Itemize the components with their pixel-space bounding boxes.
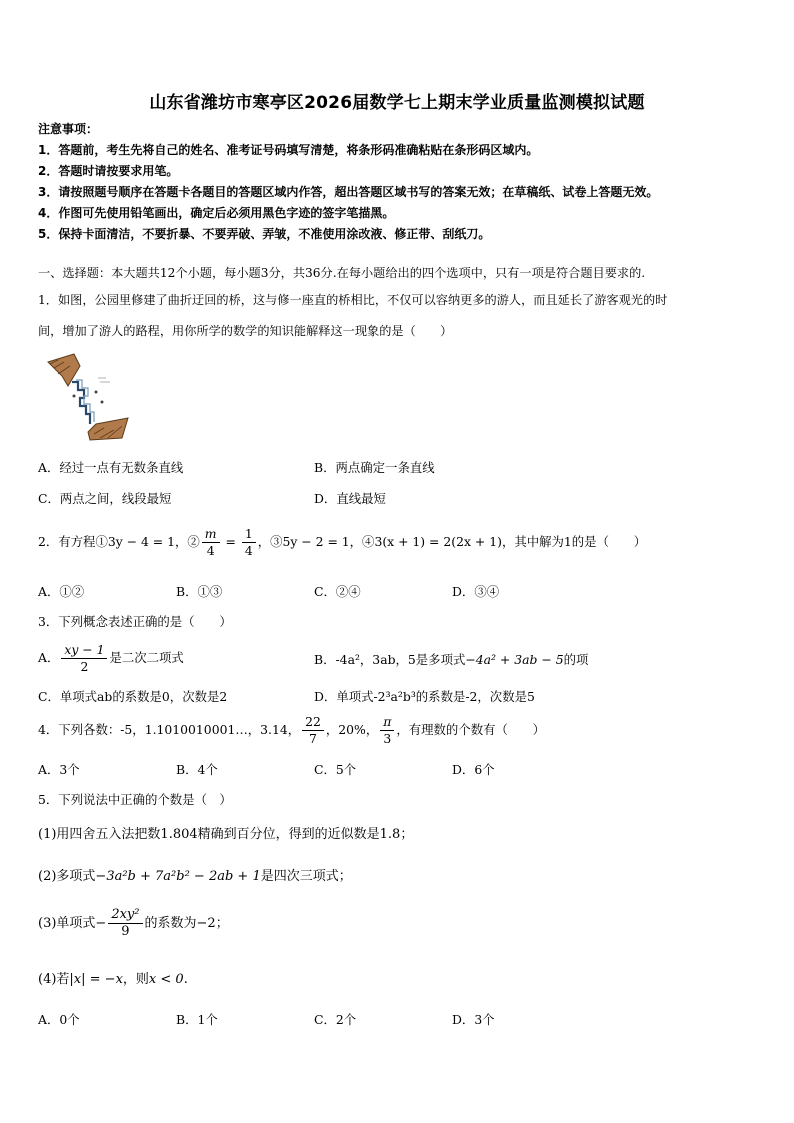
q5-statement-1 — [38, 826, 413, 844]
q2-eq2-equals: = — [221, 534, 240, 549]
q3-option-c[interactable]: C．单项式ab的系数是0，次数是2 — [38, 689, 228, 704]
q4-option-a[interactable]: A．3个 — [38, 762, 80, 777]
q2-eq2-right: $\frac{1}{4}$ — [242, 526, 256, 559]
q4-option-b[interactable]: B．4个 — [176, 762, 218, 777]
q2-suffix: ，其中解为1的是（ ） — [501, 534, 647, 549]
q3-b-text: B．-4a²，3ab，5是多项式 — [314, 652, 466, 667]
q4-fraction-22-7: $\frac{22}{7}$ — [302, 714, 324, 747]
q5-s1-approx: 1.8 — [379, 827, 401, 842]
q2-option-b[interactable]: B．①③ — [176, 584, 223, 599]
q1-option-c[interactable]: C．两点之间，线段最短 — [38, 491, 172, 506]
q5-option-b[interactable]: B．1个 — [176, 1012, 218, 1027]
q5-stem: 5．下列说法中正确的个数是（ ） — [38, 792, 232, 807]
q2-prefix: 2．有方程① — [38, 534, 108, 549]
q1-option-d[interactable]: D．直线最短 — [314, 491, 386, 506]
q2-option-a[interactable]: A．①② — [38, 584, 85, 599]
notice-item-5: 5．保持卡面清洁，不要折暴、不要弄破、弄皱，不准使用涂改液、修正带、刮纸刀。 — [38, 227, 491, 241]
q4-suffix: ，有理数的个数有（ ） — [396, 722, 546, 737]
q5-option-a[interactable]: A．0个 — [38, 1012, 80, 1027]
q1-option-b[interactable]: B．两点确定一条直线 — [314, 460, 435, 475]
q3-b-expr: −4a² + 3ab − 5 — [465, 652, 564, 667]
q5-s3-d: ； — [215, 916, 229, 931]
q2-option-d[interactable]: D．③④ — [452, 584, 500, 599]
q5-s4-c: ，则 — [122, 972, 149, 987]
q3-a-text: 是二次二项式 — [109, 650, 184, 665]
q5-option-c[interactable]: C．2个 — [314, 1012, 357, 1027]
q4-stem — [38, 712, 545, 748]
notice-item-2: 2．答题时请按要求用笔。 — [38, 164, 179, 178]
q5-s4-a: (4)若 — [38, 972, 70, 987]
notice-item-1: 1．答题前，考生先将自己的姓名、准考证号码填写清楚，将条形码准确粘贴在条形码区域内。 — [38, 143, 539, 157]
q3-b-suffix: 的项 — [563, 652, 589, 667]
q4-prefix: 4．下列各数：-5，1.1010010001…，3.14， — [38, 722, 301, 737]
page-title: 山东省潍坊市寒亭区2026届数学七上期末学业质量监测模拟试题 — [149, 93, 645, 113]
q5-s2-a: (2)多项式 — [38, 869, 96, 884]
q3-option-b[interactable] — [314, 650, 588, 668]
q5-statement-4 — [38, 971, 188, 989]
q5-s3-coef: −2 — [196, 916, 216, 931]
q5-s2-c: 是四次三项式； — [260, 869, 352, 884]
q2-eq4: 3(x + 1) = 2(2x + 1) — [374, 534, 502, 549]
q4-option-c[interactable]: C．5个 — [314, 762, 357, 777]
q5-statement-3 — [38, 906, 229, 942]
q2-option-c[interactable]: C．②④ — [314, 584, 361, 599]
q5-s1-c: 精确到百分位，得到的近似数是 — [197, 827, 380, 842]
q5-s1-e: ； — [400, 827, 414, 842]
q5-s3-b: 的系数为 — [144, 916, 197, 931]
notice-item-3: 3．请按照题号顺序在答题卡各题目的答题区域内作答，超出答题区域书写的答案无效；在草稿纸、试卷上答题无效。 — [38, 185, 659, 199]
zigzag-bridge-figure — [44, 352, 130, 442]
q5-s2-poly: −3a²b + 7a²b² − 2ab + 1 — [95, 869, 261, 884]
q4-option-d[interactable]: D．6个 — [452, 762, 495, 777]
q5-s1-a: (1)用四舍五入法把数 — [38, 827, 161, 842]
q5-s4-e: . — [183, 972, 188, 987]
q2-eq1: 3y − 4 = 1 — [107, 534, 176, 549]
notice-heading: 注意事项： — [38, 122, 99, 136]
q5-s3-a: (3)单项式 — [38, 916, 96, 931]
q2-eq2-left: $\frac{m}{4}$ — [202, 526, 220, 559]
q5-s3-minus: − — [95, 916, 107, 931]
q2-sep2: ，② — [175, 534, 200, 549]
q2-sep4: ，④ — [349, 534, 375, 549]
q5-s4-ineq: x < 0 — [148, 972, 184, 987]
q5-s4-abs: |x| = −x — [69, 972, 123, 987]
q4-mid: ，20%， — [325, 722, 379, 737]
q2-stem — [38, 524, 646, 560]
q5-statement-2 — [38, 868, 352, 886]
q5-option-d[interactable]: D．3个 — [452, 1012, 495, 1027]
q2-sep3: ，③ — [257, 534, 283, 549]
section-heading: 一、选择题：本大题共12个小题，每小题3分，共36分.在每小题给出的四个选项中，只有一项是符合题目要求的. — [38, 266, 646, 280]
q4-fraction-pi-3: $\frac{\pi}{3}$ — [380, 714, 394, 747]
q3-stem: 3．下列概念表述正确的是（ ） — [38, 614, 232, 629]
q2-eq3: 5y − 2 = 1 — [282, 534, 350, 549]
q3-a-fraction: $\frac{xy - 1}{2}$ — [61, 642, 107, 675]
notice-item-4: 4．作图可先使用铅笔画出，确定后必须用黑色字迹的签字笔描黑。 — [38, 206, 395, 220]
q3-option-d[interactable]: D．单项式-2³a²b³的系数是-2，次数是5 — [314, 689, 535, 704]
q1-option-a[interactable]: A．经过一点有无数条直线 — [38, 460, 184, 475]
q3-option-a[interactable] — [38, 640, 184, 676]
q1-stem-line2: 间，增加了游人的路程，用你所学的数学的知识能解释这一现象的是（ ） — [38, 324, 453, 338]
q3-a-label: A． — [38, 650, 60, 665]
q5-s1-num: 1.804 — [160, 827, 198, 842]
q5-s3-fraction: $\frac{\text{2xy²}}{9}$ — [108, 907, 142, 940]
q1-stem-line1: 1．如图，公园里修建了曲折迂回的桥，这与修一座直的桥相比，不仅可以容纳更多的游人，而且延长了游客观光的时 — [38, 293, 668, 307]
